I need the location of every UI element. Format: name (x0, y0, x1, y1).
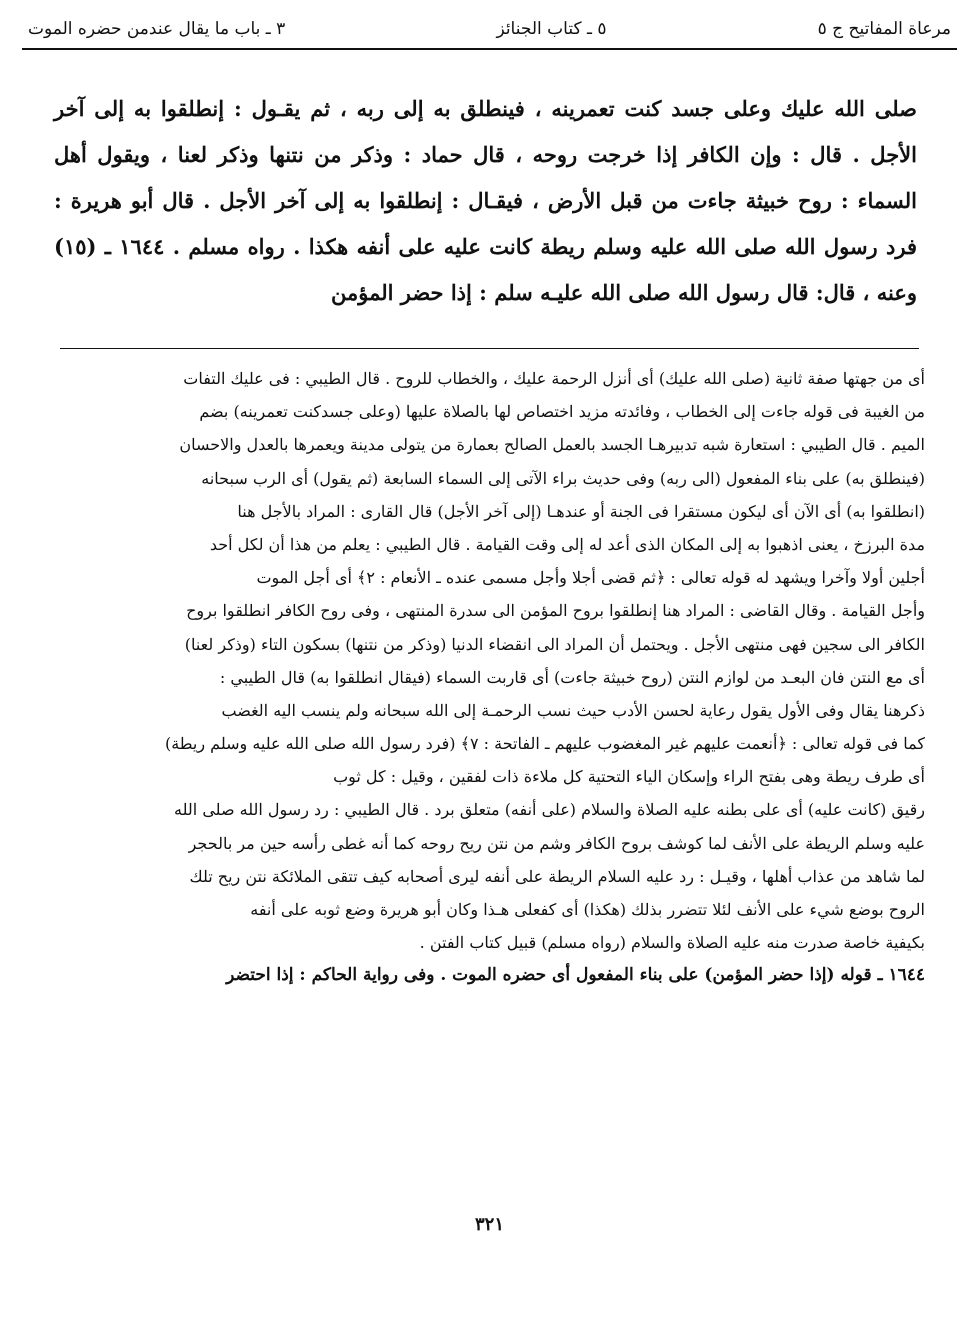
commentary-line: لما شاهد من عذاب أهلها ، وقيـل : رد عليه السلام الريطة على أنفه ليرى أصحابه كيف تتقى الملائكة نتن ريح تلك (189, 866, 925, 886)
header-divider (22, 48, 957, 50)
hadith-text: صلى الله عليك وعلى جسد كنت تعمرينه ، فينطلق به إلى ربه ، ثم يقـول : إنطلقوا به إلى آخر الأجل . قال : وإن الكافر إذا خرجت روحه ، قال حماد : وذكر من نتنها وذكر لعنا ، ويقول أهل السماء : روح خبيثة جاءت من قبل الأرض ، فيقـال : إنطلقوا به إلى آخر الأجل . قال أبو هريرة : فرد رسول الله صلى الله عليه وسلم ريطة كانت عليه على أنفه هكذا . رواه مسلم . ١٦٤٤ ـ (١٥) وعنه ، قال: قال رسول الله صلى الله عليـه سلم : إذا حضر المؤمن (54, 96, 917, 305)
footnote-divider (60, 348, 919, 349)
commentary-line: أى طرف ريطة وهى بفتح الراء وإسكان الياء التحتية كل ملاءة ذات لفقين ، وقيل : كل ثوب (333, 767, 925, 787)
header-chapter: ٥ ـ كتاب الجنائز (496, 19, 607, 39)
commentary-line: الروح بوضع شيء على الأنف لئلا تتضرر بذلك (هكذا) أى كفعلى هـذا وكان أبو هريرة وضع ثوبه على أنفه (250, 900, 925, 919)
commentary-line: الميم . قال الطيبي : استعارة شبه تدبيرهـا الجسد بالعمل الصالح بعمارة من يتولى مدينة ويعمرها بالعدل والاحسان (179, 435, 925, 455)
page-number: ٣٢١ (474, 1214, 504, 1235)
commentary-line: وأجل القيامة . وقال القاضى : المراد هنا إنطلقوا بروح المؤمن الى سدرة المنتهى ، وفى روح الكافر انطلقوا بروح (186, 601, 925, 621)
commentary-line: بكيفية خاصة صدرت منه عليه الصلاة والسلام (رواه مسلم) قبيل كتاب الفتن . (419, 933, 925, 953)
running-header (28, 14, 951, 44)
commentary-line: ذكرهنا يقال وفى الأول يقول رعاية لحسن الأدب حيث نسب الرحمـة إلى الله سبحانه ولم ينسب اليه الغضب (221, 700, 925, 720)
commentary-line: ١٦٤٤ ـ قوله (إذا حضر المؤمن) على بناء المفعول أى حضره الموت . وفى رواية الحاكم : إذا احتضر (226, 965, 925, 986)
commentary-line: (انطلقوا به) أى الآن أى ليكون مستقرا فى الجنة أو عندهـا (إلى آخر الأجل) قال القارى : المراد بالأجل هنا (237, 501, 925, 521)
header-book-title: مرعاة المفاتيح ج ٥ (817, 19, 951, 39)
commentary-line: أى مع النتن فان البعـد من لوازم النتن (روح خبيثة جاءت) أى قاربت السماء (فيقال انطلقوا به) قال الطيبي : (219, 667, 925, 687)
commentary-line: من الغيبة فى قوله جاءت إلى الخطاب ، وفائدته مزيد اختصاص لها بالصلاة عليها (وعلى جسدكنت تعمرينه) بضم (199, 402, 925, 422)
commentary-line: الكافر الى سجين فهى منتهى الأجل . ويحتمل أن المراد الى انقضاء الدنيا (وذكر من نتنها) بسكون التاء (وذكر لعنا) (184, 634, 925, 654)
commentary-line: أى من جهتها صفة ثانية (صلى الله عليك) أى أنزل الرحمة عليك ، والخطاب للروح . قال الطيبي : فى عليك التفات (183, 369, 925, 388)
commentary-line: أجلين أولا وآخرا ويشهد له قوله تعالى : ﴿ثم قضى أجلا وأجل مسمى عنده ـ الأنعام : ٢﴾ أى أجل الموت (256, 568, 925, 588)
commentary-block (56, 362, 925, 993)
header-section: ٣ ـ باب ما يقال عندمن حضره الموت (28, 19, 286, 39)
commentary-line: كما فى قوله تعالى : ﴿أنعمت عليهم غير المغضوب عليهم ـ الفاتحة : ٧﴾ (فرد رسول الله صلى الله عليه وسلم ريطة) (164, 734, 925, 754)
commentary-line: عليه وسلم الريطة على الأنف لما كوشف بروح الكافر وشم من نتن ريح روحه كما أنه غطى رأسه حين مر بالحجر (188, 833, 925, 853)
commentary-line: (فينطلق به) على بناء المفعول (الى ربه) وفى حديث براء الآتى إلى السماء السابعة (ثم يقول) أى الرب سبحانه (201, 468, 925, 488)
commentary-line: مدة البرزخ ، يعنى اذهبوا به إلى المكان الذى أعد له إلى وقت القيامة . قال الطيبي : يعلم من هذا أن لكل أحد (209, 534, 925, 554)
commentary-line: رقيق (كانت عليه) أى على بطنه عليه الصلاة والسلام (على أنفه) متعلق برد . قال الطيبي : رد رسول الله صلى الله (174, 800, 925, 820)
